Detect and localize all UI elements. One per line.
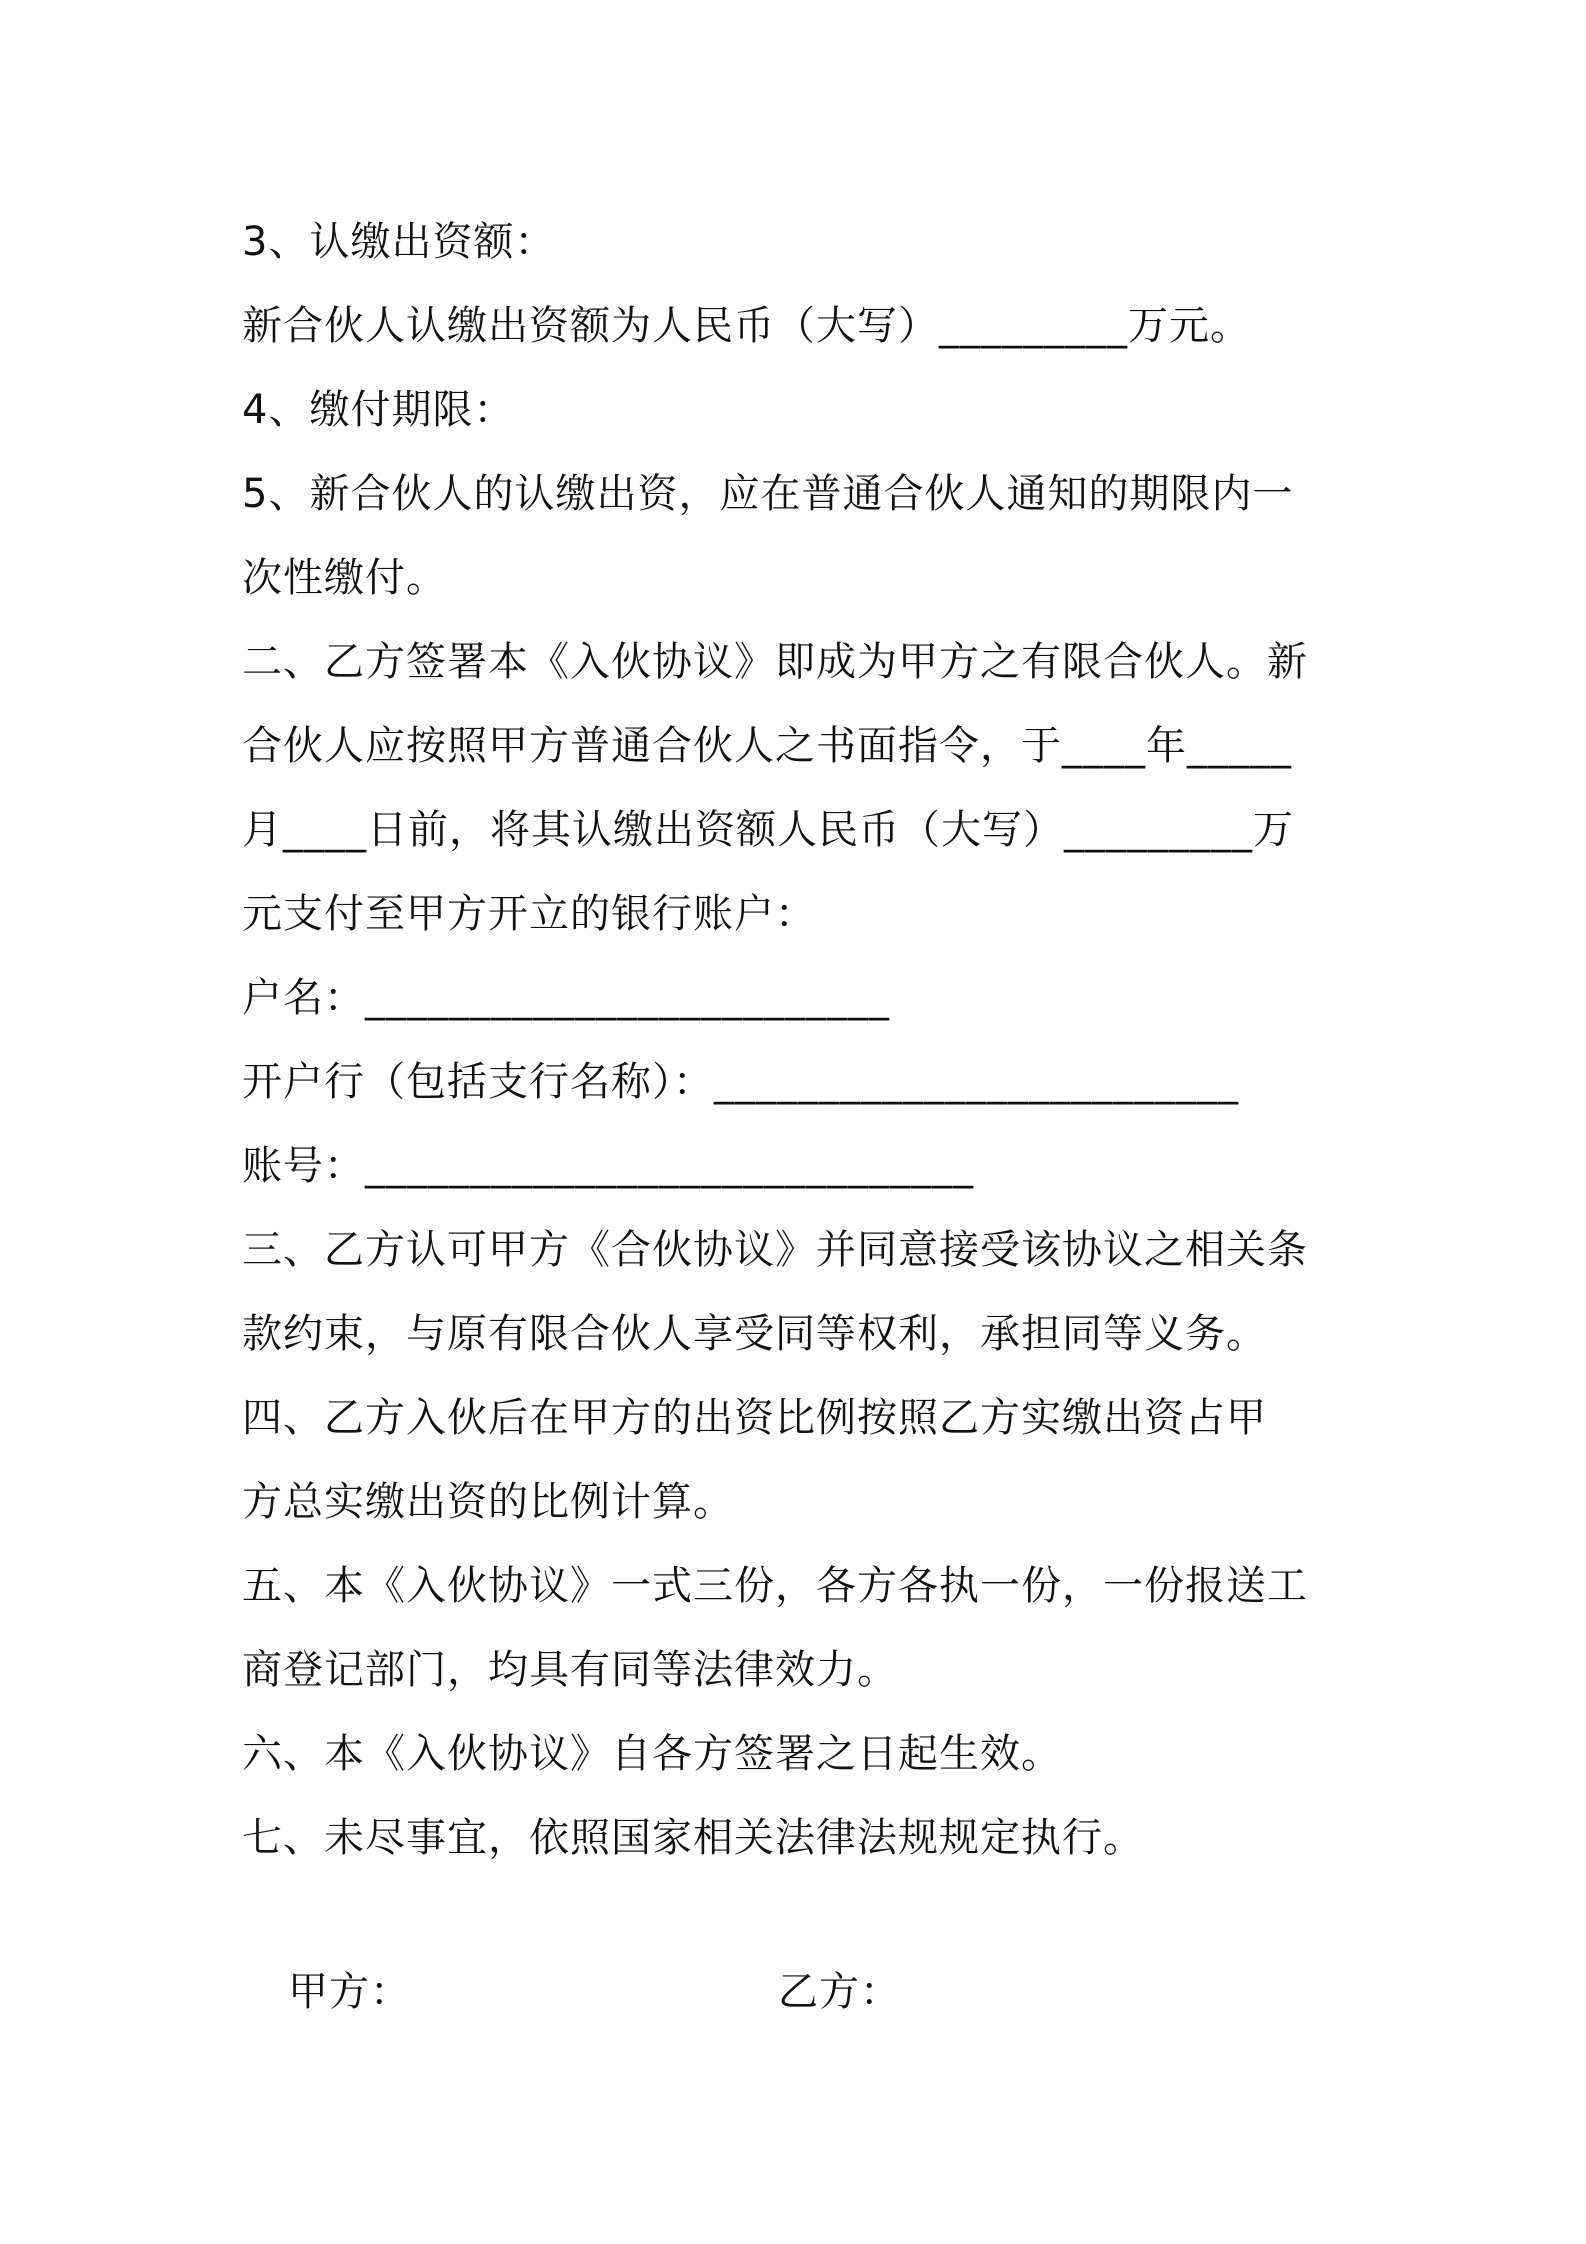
agreement-body: [242, 200, 1367, 1880]
section-2-line-4: 元支付至甲方开立的银行账户：: [242, 891, 816, 937]
section-6-line: 六、本《入伙协议》自各方签署之日起生效。: [242, 1731, 1062, 1777]
clause-3-heading: 3、认缴出资额：: [242, 219, 556, 265]
signature-area: [288, 1950, 1288, 2034]
section-3-line-2: 款约束，与原有限合伙人享受同等权利，承担同等义务。: [242, 1311, 1267, 1357]
account-name-line: 户名：_________________________: [242, 975, 890, 1021]
section-5-line-1: 五、本《入伙协议》一式三份，各方各执一份，一份报送工: [242, 1563, 1308, 1609]
party-b-signature-label: 乙方：: [778, 1969, 901, 2015]
contribution-amount-line: 新合伙人认缴出资额为人民币（大写）_________万元。: [242, 303, 1251, 349]
clause-5-line-2: 次性缴付。: [242, 555, 447, 601]
section-4-line-2: 方总实缴出资的比例计算。: [242, 1479, 734, 1525]
section-4-line-1: 四、乙方入伙后在甲方的出资比例按照乙方实缴出资占甲: [242, 1395, 1267, 1441]
section-2-line-2: 合伙人应按照甲方普通合伙人之书面指令，于____年_____: [242, 723, 1292, 769]
section-2-line-1: 二、乙方签署本《入伙协议》即成为甲方之有限合伙人。新: [242, 639, 1308, 685]
section-2-line-3: 月____日前，将其认缴出资额人民币（大写）_________万: [242, 807, 1294, 853]
account-number-line: 账号：_____________________________: [242, 1143, 974, 1189]
section-7-line: 七、未尽事宜，依照国家相关法律法规规定执行。: [242, 1815, 1144, 1861]
section-3-line-1: 三、乙方认可甲方《合伙协议》并同意接受该协议之相关条: [242, 1227, 1308, 1273]
clause-4-heading: 4、缴付期限：: [242, 387, 515, 433]
clause-5-line-1: 5、新合伙人的认缴出资，应在普通合伙人通知的期限内一: [242, 471, 1294, 517]
bank-branch-line: 开户行（包括支行名称）：_________________________: [242, 1059, 1239, 1105]
section-5-line-2: 商登记部门，均具有同等法律效力。: [242, 1647, 898, 1693]
party-a-signature-label: 甲方：: [288, 1969, 411, 2015]
